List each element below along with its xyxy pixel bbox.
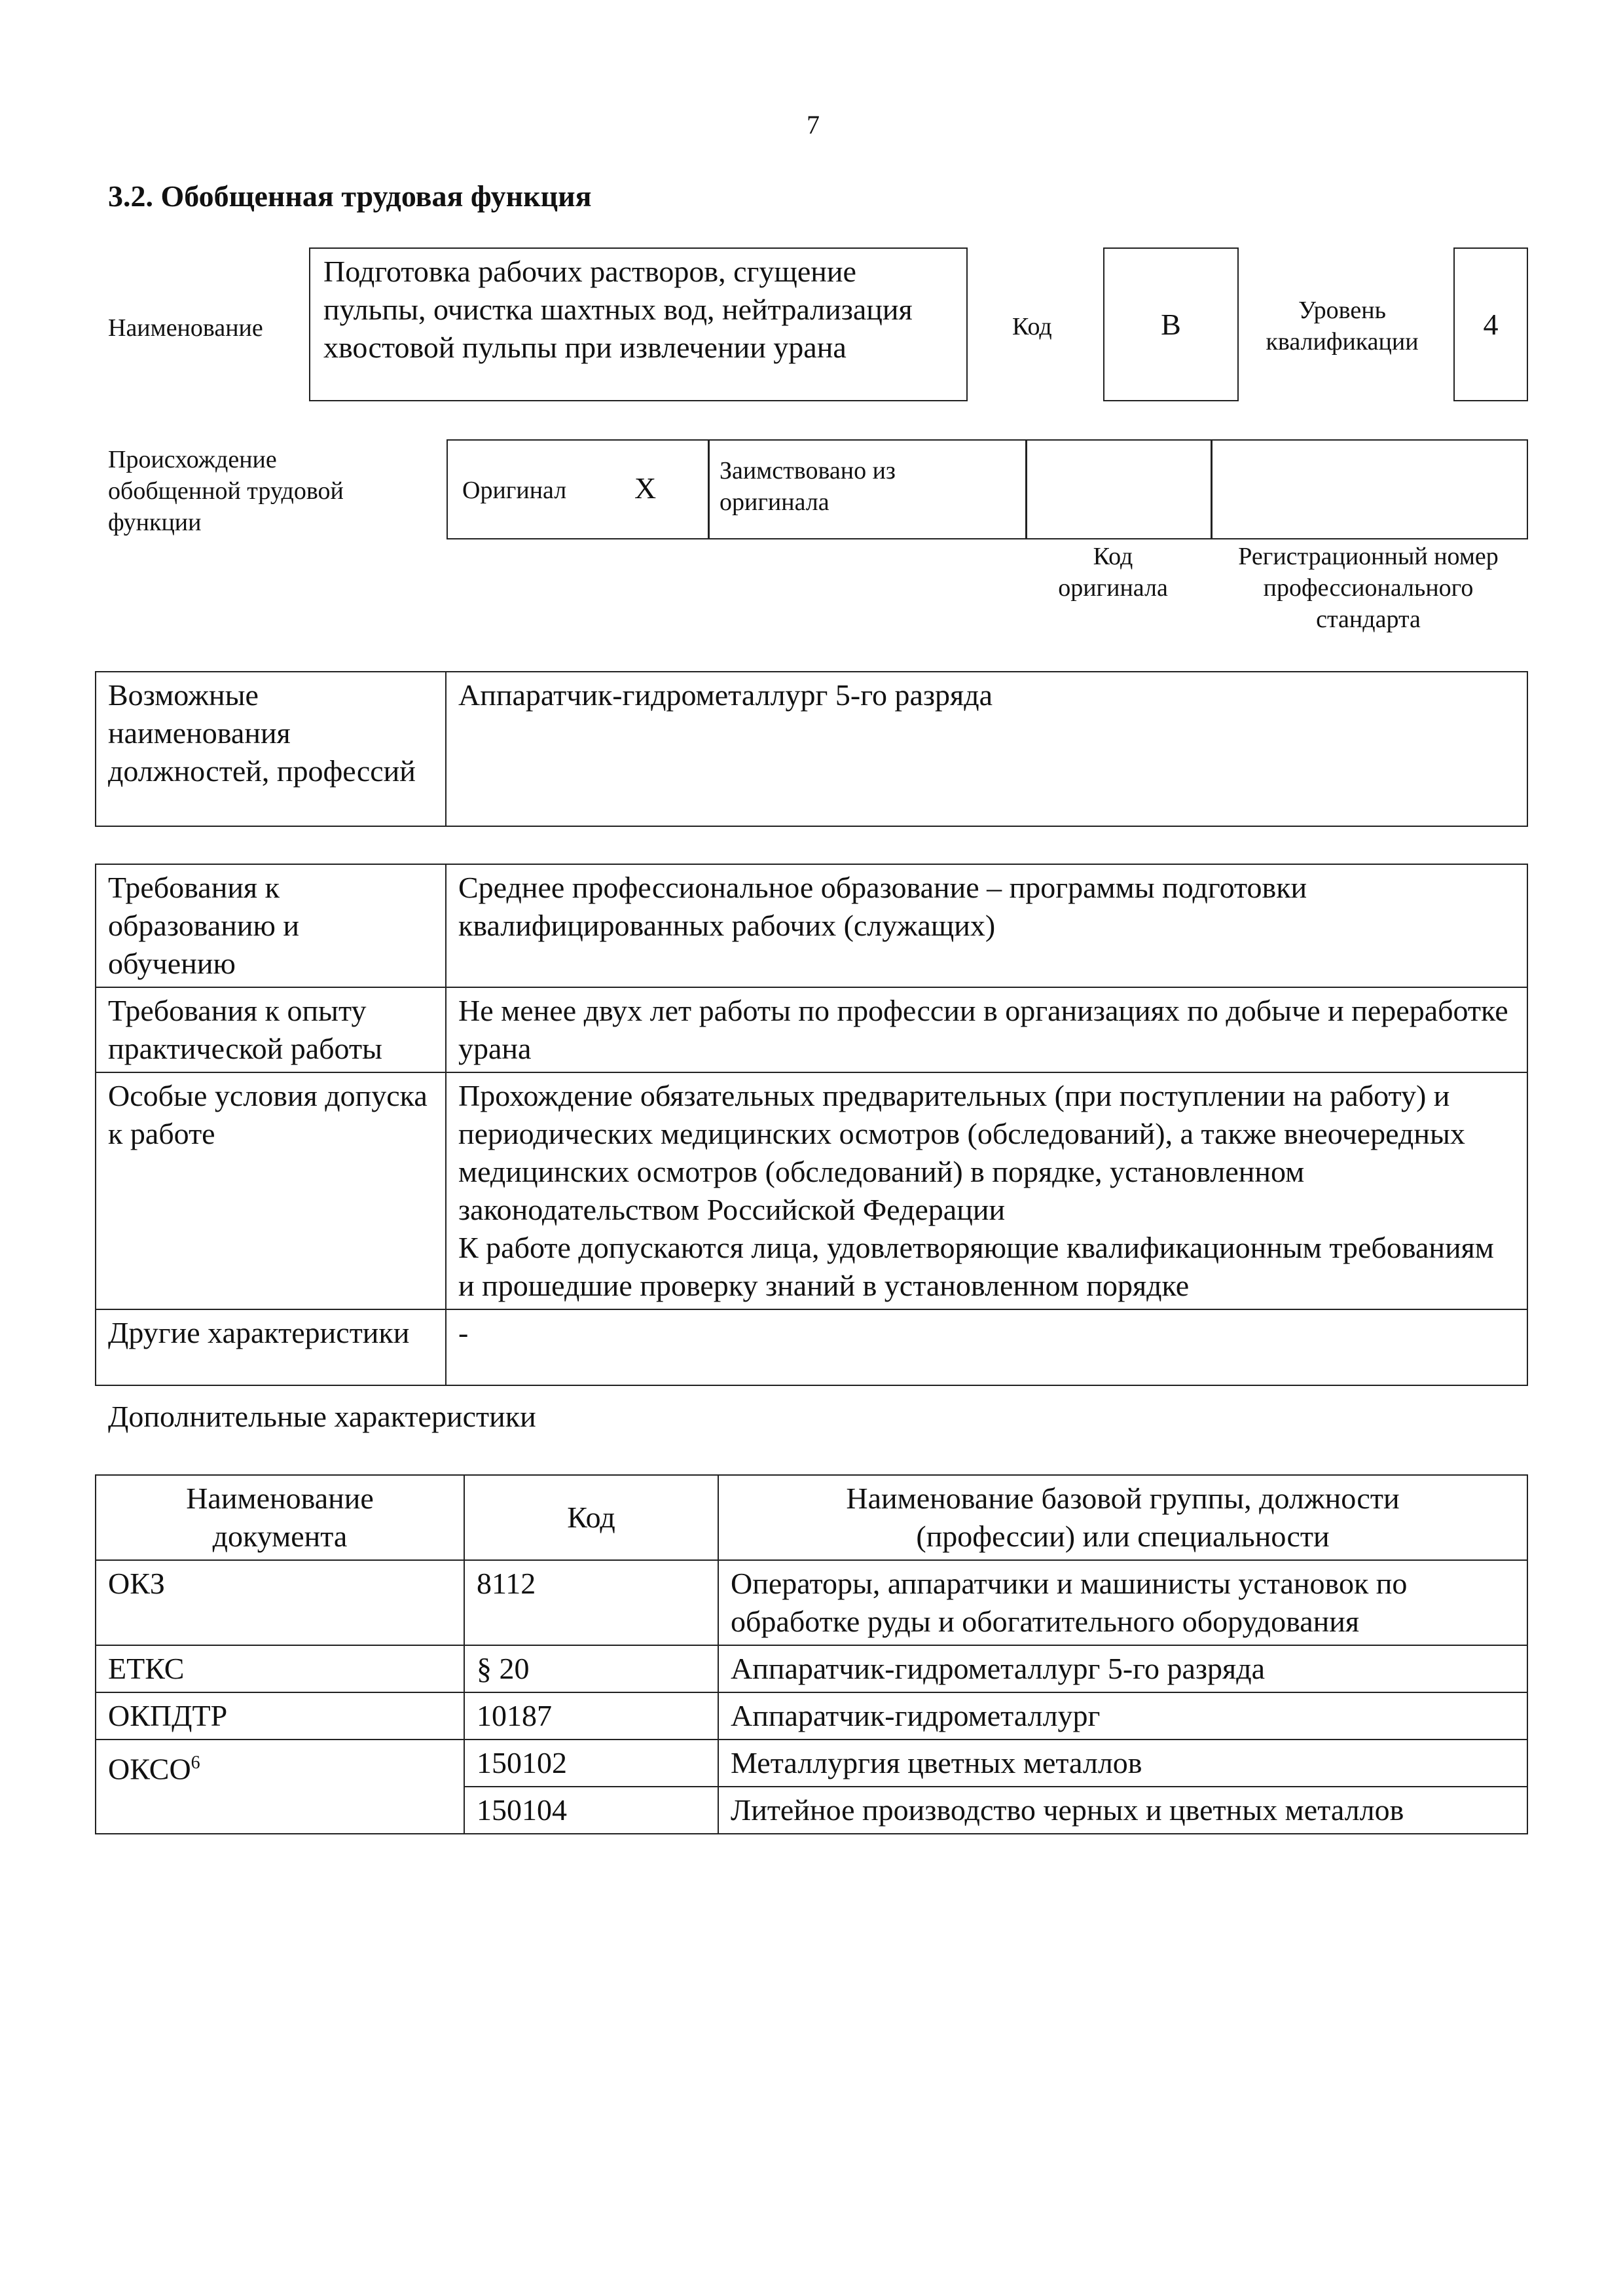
- table-row: [96, 1740, 1527, 1787]
- requirement-label: Особые условия допуска к работе: [96, 1072, 446, 1309]
- code-cell: 150104: [464, 1787, 718, 1834]
- code-label: Код: [1012, 313, 1052, 340]
- page-number: 7: [807, 110, 820, 139]
- requirement-value: Не менее двух лет работы по профессии в организациях по добыче и переработке урана: [446, 987, 1527, 1072]
- requirement-label: Требования к образованию и обучению: [96, 864, 446, 987]
- header-document: Наименование документа: [96, 1475, 464, 1560]
- doc-cell: ЕТКС: [96, 1645, 464, 1692]
- code-cell: § 20: [464, 1645, 718, 1692]
- name-cell: Литейное производство черных и цветных металлов: [718, 1787, 1527, 1834]
- doc-name: ОКСО: [108, 1752, 191, 1786]
- original-label: Оригинал: [462, 477, 567, 504]
- section-title: 3.2. Обобщенная трудовая функция: [108, 179, 592, 213]
- table-row: [96, 1692, 1527, 1740]
- name-cell: Аппаратчик-гидрометаллург: [718, 1692, 1527, 1740]
- table-row: [96, 1645, 1527, 1692]
- code-cell: 150102: [464, 1740, 718, 1787]
- header-name: Наименование базовой группы, должности (профессии) или специальности: [718, 1475, 1527, 1560]
- additional-table: [95, 1474, 1528, 1834]
- function-name: Подготовка рабочих растворов, сгущение пульпы, очистка шахтных вод, нейтрализация хвостовой пульпы при извлечении урана: [323, 255, 913, 364]
- additional-title: Дополнительные характеристики: [108, 1400, 536, 1433]
- level-value: 4: [1483, 308, 1499, 341]
- level-label: Уровень квалификации: [1266, 297, 1419, 355]
- positions-value: Аппаратчик-гидрометаллург 5-го разряда: [446, 672, 1527, 826]
- function-name-box: [309, 247, 968, 401]
- requirement-value: Прохождение обязательных предварительных (при поступлении на работу) и периодических медицинских осмотров (обследований), а также внеочередных медицинских осмотров (обследований) в порядке, установленном законодательством Российской Федерации: [458, 1079, 1465, 1226]
- name-cell: Операторы, аппаратчики и машинисты установок по обработке руды и обогатительного оборудования: [718, 1560, 1527, 1645]
- header-code: Код: [464, 1475, 718, 1560]
- table-row: [96, 1072, 1527, 1309]
- doc-cell: ОКПДТР: [96, 1692, 464, 1740]
- reg-number-caption: Регистрационный номер профессионального стандарта: [1238, 543, 1499, 633]
- requirement-label: Другие характеристики: [96, 1309, 446, 1385]
- requirement-value: -: [446, 1309, 1527, 1385]
- table-header-row: [96, 1475, 1527, 1560]
- requirement-value: Среднее профессиональное образование – программы подготовки квалифицированных рабочих (служащих): [446, 864, 1527, 987]
- positions-label: Возможные наименования должностей, профессий: [96, 672, 446, 826]
- origin-label: Происхождение обобщенной трудовой функции: [108, 446, 344, 536]
- positions-table: [95, 671, 1528, 827]
- name-cell: Аппаратчик-гидрометаллург 5-го разряда: [718, 1645, 1527, 1692]
- doc-cell: ОКЗ: [96, 1560, 464, 1645]
- table-row: [96, 1309, 1527, 1385]
- requirement-label: Требования к опыту практической работы: [96, 987, 446, 1072]
- table-row: [96, 1560, 1527, 1645]
- table-row: [96, 864, 1527, 987]
- footnote-mark: 6: [191, 1753, 200, 1773]
- requirements-table: [95, 864, 1528, 1386]
- original-mark: X: [634, 471, 657, 505]
- origin-table: [447, 439, 1528, 539]
- requirement-value-extra: К работе допускаются лица, удовлетворяющие квалификационным требованиям и прошедшие проверку знаний в установленном порядке: [458, 1231, 1494, 1302]
- requirement-value-cell: [446, 1072, 1527, 1309]
- borrowed-label: Заимствовано из оригинала: [720, 457, 896, 516]
- doc-cell: [96, 1740, 464, 1834]
- code-cell: 10187: [464, 1692, 718, 1740]
- code-value: B: [1161, 308, 1181, 341]
- code-box: [1103, 247, 1239, 401]
- code-cell: 8112: [464, 1560, 718, 1645]
- level-box: [1453, 247, 1528, 401]
- table-row: [96, 987, 1527, 1072]
- name-cell: Металлургия цветных металлов: [718, 1740, 1527, 1787]
- code-original-caption: Код оригинала: [1058, 543, 1168, 602]
- name-label: Наименование: [108, 314, 263, 342]
